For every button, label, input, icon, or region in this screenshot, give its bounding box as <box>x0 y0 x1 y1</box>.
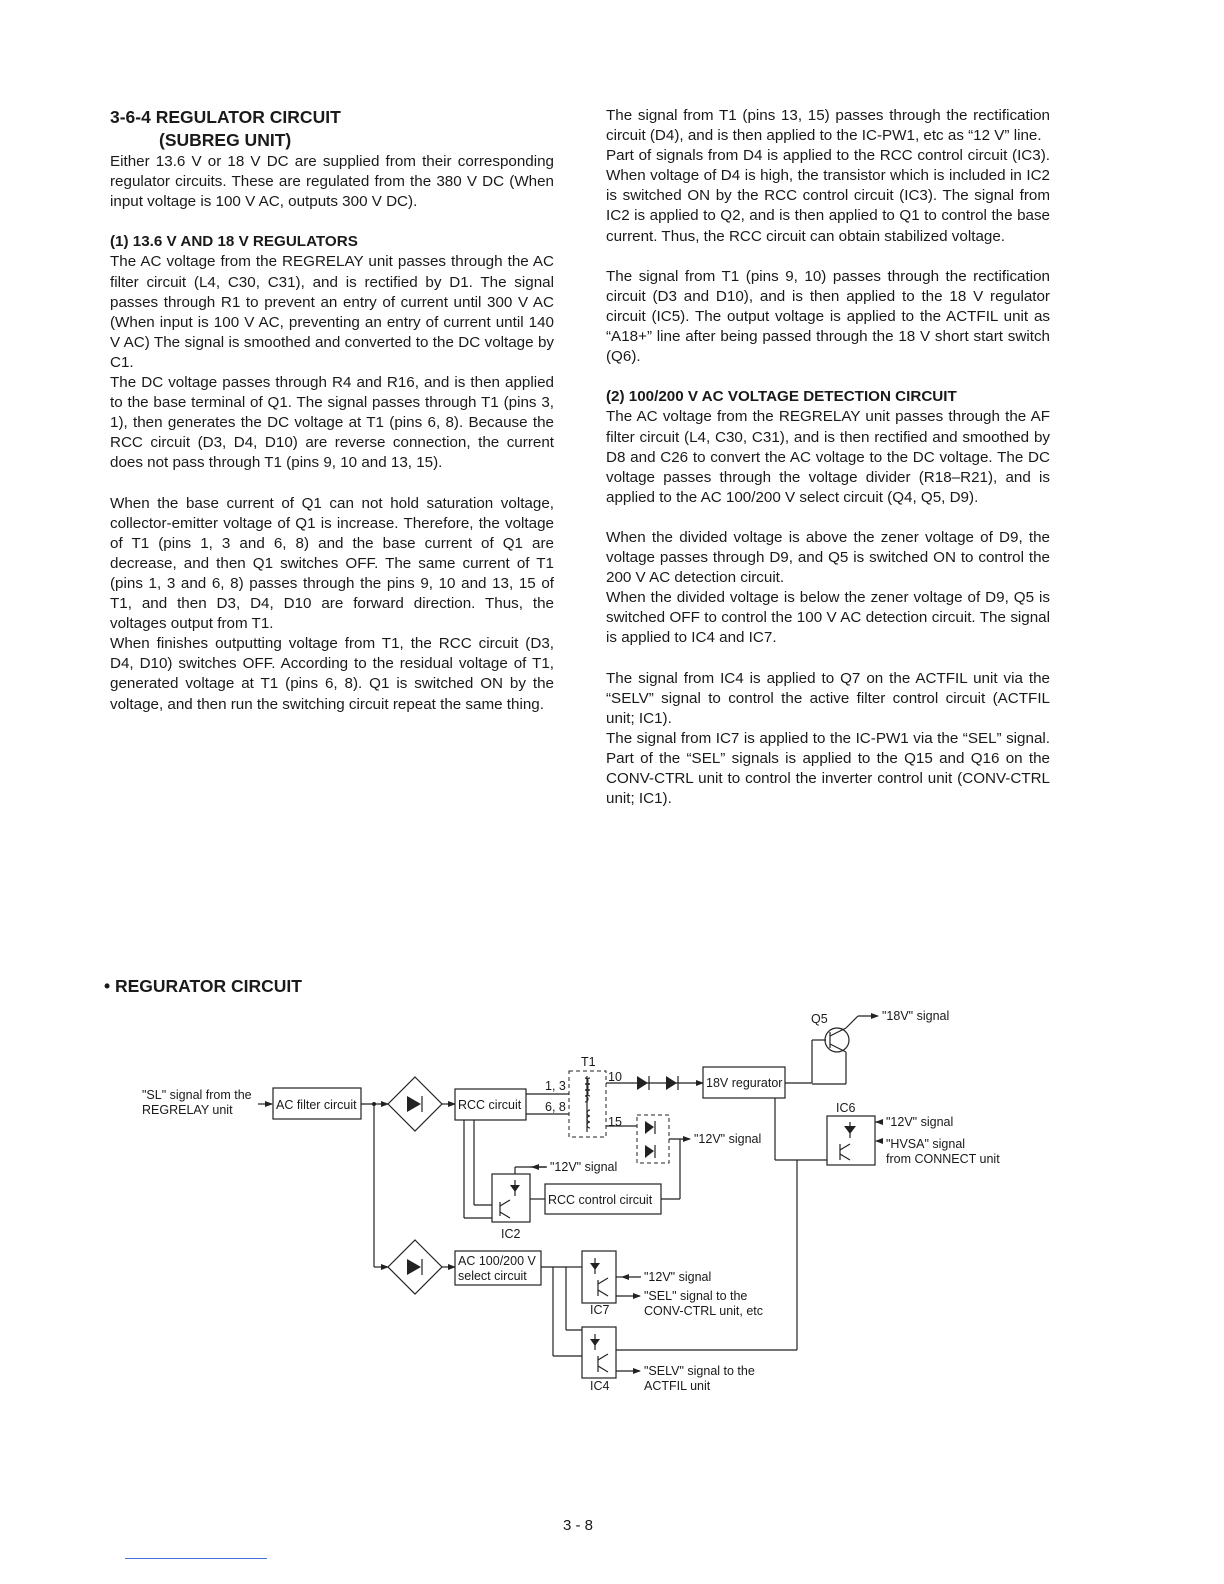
ic7-box <box>582 1251 616 1303</box>
paragraph: The AC voltage from the REGRELAY unit passes through the AF filter circuit (L4, C30, C31), and is then rectified and smoothed by D8 and C26 to convert the AC voltage to the DC voltage. The DC voltage passes through the voltage divider (R18–R21), and is applied to the AC 100/200 V select circuit (Q4, Q5, D9). <box>606 408 1050 506</box>
ic2-12v-label: "12V" signal <box>550 1160 618 1174</box>
ic6-label: IC6 <box>836 1101 856 1115</box>
paragraph: When the divided voltage is above the zener voltage of D9, the voltage passes through D9, and Q5 is switched ON to control the 200 V AC detection circuit. <box>606 528 1050 587</box>
footer-rule <box>125 1558 267 1559</box>
d4-diode-box <box>637 1115 669 1163</box>
t1-pin-10: 10 <box>608 1070 622 1084</box>
paragraph: The signal from T1 (pins 13, 15) passes through the rectification circuit (D4), and is then applied to the IC-PW1, etc as “12 V” line. <box>606 107 1050 145</box>
paragraph: When the divided voltage is below the zener voltage of D9, Q5 is switched OFF to control the 100 V AC detection circuit. The signal is applied to IC4 and IC7. <box>606 589 1050 647</box>
paragraph: When finishes outputting voltage from T1, the RCC circuit (D3, D4, D10) switches OFF. According to the residual voltage of T1, generated voltage at T1 (pins 6, 8). Q1 is switched ON by the voltage, and then run the switching circuit repeat the same thing. <box>110 635 554 713</box>
intro-paragraph: Either 13.6 V or 18 V DC are supplied from their corresponding regulator circuits. These are regulated from the 380 V DC (When input voltage is 100 V AC, outputs 300 V DC). <box>110 153 554 211</box>
ic2-box <box>492 1174 530 1222</box>
page-number: 3 - 8 <box>563 1517 594 1534</box>
ac-select-label-1: AC 100/200 V <box>458 1254 536 1268</box>
t1-pin-68: 6, 8 <box>545 1100 566 1114</box>
ic7-label: IC7 <box>590 1303 610 1317</box>
rcc-circuit-label: RCC circuit <box>458 1098 522 1112</box>
t1-pin-15: 15 <box>608 1115 622 1129</box>
wire <box>846 1016 858 1028</box>
paragraph: The signal from IC7 is applied to the IC-PW1 via the “SEL” signal. Part of the “SEL” signals is applied to the Q15 and Q16 on the CONV-CTRL unit to control the inverter control unit (CONV-CTRL unit; IC1). <box>606 729 1050 808</box>
diode-d10 <box>666 1076 677 1090</box>
diagram-title: • REGURATOR CIRCUIT <box>104 976 302 996</box>
input-signal-label-1: "SL" signal from the <box>142 1088 252 1102</box>
ic4-box <box>582 1327 616 1378</box>
t1-pin-13: 1, 3 <box>545 1079 566 1093</box>
hvsa-label-1: "HVSA" signal <box>886 1137 966 1151</box>
diode-d4a <box>645 1121 654 1134</box>
t1-label: T1 <box>581 1055 596 1069</box>
subsection-2-heading: (2) 100/200 V AC VOLTAGE DETECTION CIRCUIT <box>606 388 957 406</box>
t1-secondary-coil-2 <box>587 1110 590 1128</box>
subsection-1-heading: (1) 13.6 V AND 18 V REGULATORS <box>110 233 358 251</box>
selv-label-2: ACTFIL unit <box>644 1379 711 1393</box>
section-title: 3-6-4 REGULATOR CIRCUIT <box>110 107 341 127</box>
ic6-12v-label: "12V" signal <box>886 1115 954 1129</box>
ic2-label: IC2 <box>501 1227 521 1241</box>
ac-select-label-2: select circuit <box>458 1269 527 1283</box>
paragraph: The signal from T1 (pins 9, 10) passes through the rectification circuit (D3 and D10), and is then applied to the 18 V regulator circuit (IC5). The output voltage is applied to the ACTFIL unit as “A18+” line after being passed through the 18 V short start switch (Q6). <box>606 267 1050 366</box>
q5-transistor <box>825 1028 849 1052</box>
ic6-box <box>827 1116 875 1165</box>
q5-label: Q5 <box>811 1012 828 1026</box>
paragraph: Part of signals from D4 is applied to the RCC control circuit (IC3). When voltage of D4 is high, the transistor which is included in IC2 is switched ON by the RCC control circuit (IC3). The signal from IC2 is applied to Q2, and is then applied to Q1 to control the base current. Thus, the RCC circuit can obtain stabilized voltage. <box>606 147 1050 245</box>
sel-label-1: "SEL" signal to the <box>644 1289 748 1303</box>
18v-regulator-label: 18V regurator <box>706 1076 783 1090</box>
diode-d4b <box>645 1145 654 1158</box>
18v-signal-label: "18V" signal <box>882 1009 950 1023</box>
paragraph: The DC voltage passes through R4 and R16, and is then applied to the base terminal of Q1. The signal passes through T1 (pins 3, 1), then generates the DC voltage at T1 (pins 6, 8). Because the RCC circuit (D3, D4, D10) are reverse connection, the current does not pass through T1 (pins 9, 10 and 13, 15). <box>110 374 554 472</box>
paragraph: The signal from IC4 is applied to Q7 on the ACTFIL unit via the “SELV” signal to control the active filter control circuit (ACTFIL unit; IC1). <box>606 669 1050 727</box>
ic7-12v-label: "12V" signal <box>644 1270 712 1284</box>
ac-filter-label: AC filter circuit <box>276 1098 357 1112</box>
diode-d3 <box>637 1076 648 1090</box>
ic4-label: IC4 <box>590 1379 610 1393</box>
sel-label-2: CONV-CTRL unit, etc <box>644 1304 764 1318</box>
input-signal-label-2: REGRELAY unit <box>142 1103 233 1117</box>
t1-12v-signal-label: "12V" signal <box>694 1132 762 1146</box>
selv-label-1: "SELV" signal to the <box>644 1364 755 1378</box>
paragraph: When the base current of Q1 can not hold saturation voltage, collector-emitter voltage of Q1 is increase. Therefore, the voltage of T1 (pins 1, 3 and 6, 8) and the base current of Q1 are decrease, and then Q1 switches OFF. The same current of T1 (pins 1, 3 and 6, 8) passes through the pins 9, 10 and 13, 15 of T1, and then D3, D4, D10 are forward direction. Thus, the voltages output from T1. <box>110 494 554 633</box>
junction <box>372 1102 376 1106</box>
rcc-control-label: RCC control circuit <box>548 1193 653 1207</box>
hvsa-label-2: from CONNECT unit <box>886 1152 1000 1166</box>
paragraph: The AC voltage from the REGRELAY unit passes through the AC filter circuit (L4, C30, C31), and is rectified by D1. The signal passes through R1 to prevent an entry of current until 300 V AC (When input is 100 V AC, preventing an entry of current until 140 V AC) The signal is smoothed and converted to the DC voltage by C1. <box>110 253 554 371</box>
section-subtitle: (SUBREG UNIT) <box>159 130 292 150</box>
